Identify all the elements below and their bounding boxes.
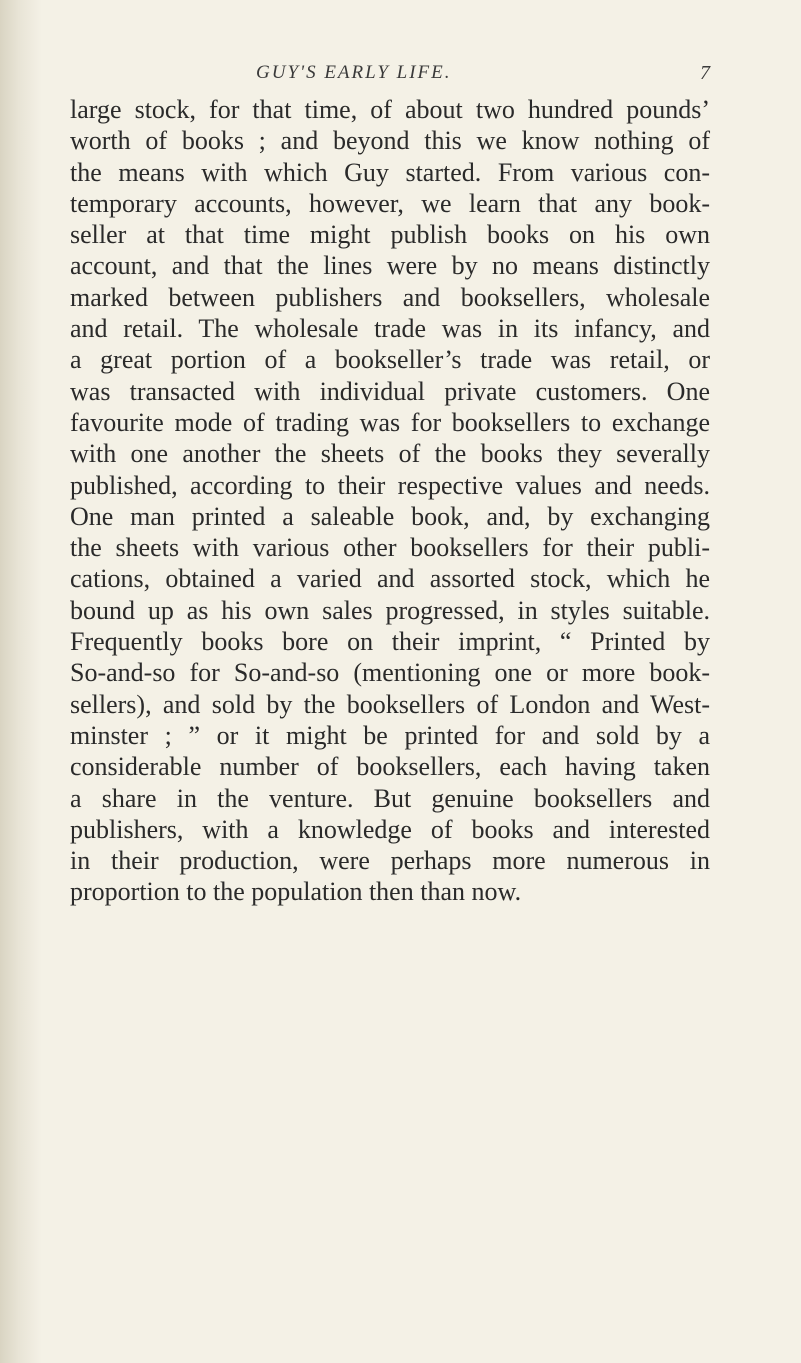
text-line: marked between publishers and booksellers, wholesale xyxy=(70,282,710,312)
page-number: 7 xyxy=(700,62,710,84)
text-line: a share in the venture. But genuine booksellers and xyxy=(70,783,710,813)
text-line: temporary accounts, however, we learn that any book- xyxy=(70,188,710,218)
text-line: So-and-so for So-and-so (mentioning one or more book- xyxy=(70,658,710,688)
text-line: Frequently books bore on their imprint, “ Printed by xyxy=(70,627,710,657)
gutter-shadow xyxy=(0,0,42,1363)
text-line: and retail. The wholesale trade was in its infancy, and xyxy=(70,314,710,344)
text-line: the sheets with various other booksellers for their publi- xyxy=(70,533,710,563)
text-line: publishers, with a knowledge of books and interested xyxy=(70,814,710,844)
text-line: bound up as his own sales progressed, in styles suitable. xyxy=(70,595,710,625)
text-line: minster ; ” or it might be printed for and sold by a xyxy=(70,720,710,750)
text-line: published, according to their respective values and needs. xyxy=(70,470,710,500)
text-line: account, and that the lines were by no means distinctly xyxy=(70,251,710,281)
text-line: worth of books ; and beyond this we know nothing of xyxy=(70,126,710,156)
text-line: with one another the sheets of the books they severally xyxy=(70,439,710,469)
running-head: GUY'S EARLY LIFE. xyxy=(256,62,452,83)
text-line: One man printed a saleable book, and, by exchanging xyxy=(70,501,710,531)
text-line: was transacted with individual private customers. One xyxy=(70,376,710,406)
text-line: a great portion of a bookseller’s trade was retail, or xyxy=(70,345,710,375)
body-paragraph xyxy=(70,94,710,908)
text-line: the means with which Guy started. From various con- xyxy=(70,157,710,187)
text-line: seller at that time might publish books on his own xyxy=(70,220,710,250)
text-line: sellers), and sold by the booksellers of London and West- xyxy=(70,689,710,719)
text-line: in their production, were perhaps more numerous in xyxy=(70,846,710,876)
text-line: favourite mode of trading was for booksellers to exchange xyxy=(70,407,710,437)
text-line: considerable number of booksellers, each having taken xyxy=(70,752,710,782)
text-line: large stock, for that time, of about two hundred pounds’ xyxy=(70,95,710,124)
text-line: cations, obtained a varied and assorted stock, which he xyxy=(70,564,710,594)
text-line: proportion to the population then than now. xyxy=(70,877,522,907)
